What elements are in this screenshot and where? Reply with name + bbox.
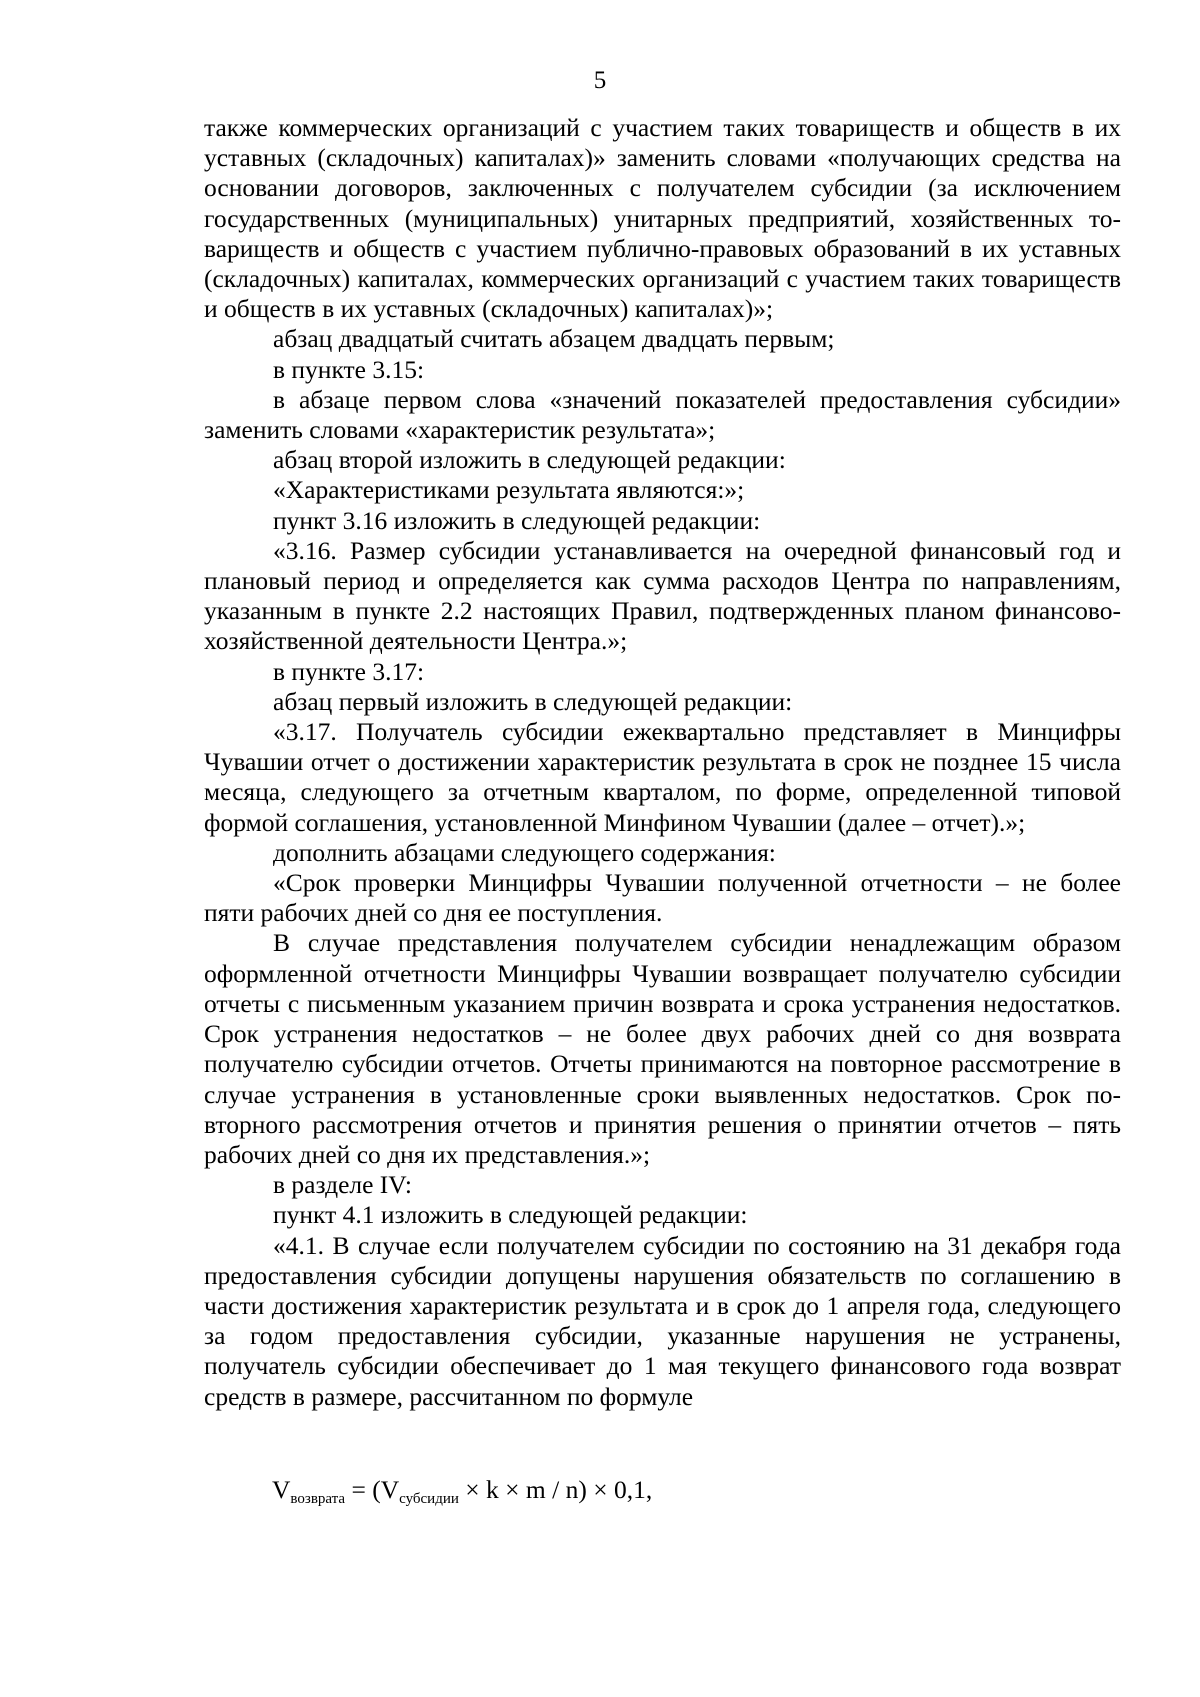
page-number: 5 — [593, 67, 607, 94]
paragraph: «Характеристиками результата являются:»; — [273, 475, 745, 505]
formula-text: = (V — [345, 1475, 400, 1504]
paragraph: В случае представления получателем субсидии ненадлежащим образом оформленной отчетности Минцифры Чувашии возвращает получателю субсидии отчеты с письменным указанием причин возврата и срока устранения недостатков. Срок устранения недостатков – не более двух рабочих дней со дня возврата получателю субсидии отчетов. Отчеты принимаются на повторное рассмотрение в случае устранения в установленные сроки выявленных недостатков. Срок повторного рассмотрения отчетов и принятия решения о принятии отчетов – пять рабочих дней со дня их представления.»; — [204, 928, 1121, 1169]
paragraph: также коммерческих организаций с участием таких товариществ и обществ в их уставных (складочных) капиталах)» заменить словами «получающих средства на основании договоров, заключенных с получателем субсидии (за исключением государственных (муниципальных) унитарных предприятий, хозяйственных товариществ и обществ с участием публично-правовых образований в их уставных (складочных) капиталах, коммерческих организаций с участием таких товариществ и обществ в их уставных (складочных) капиталах)»; — [204, 113, 1121, 324]
formula-subscript: субсидии — [399, 1491, 459, 1507]
formula-text: × k × m / n) × 0,1, — [458, 1475, 653, 1504]
paragraph: в абзаце первом слова «значений показателей предоставления субсидии» заменить словами «характеристик результата»; — [204, 384, 1121, 445]
paragraph: «Срок проверки Минцифры Чувашии полученной отчетности – не более пяти рабочих дней со дня ее поступления. — [204, 868, 1121, 928]
paragraph: абзац второй изложить в следующей редакции: — [273, 445, 786, 475]
paragraph: абзац двадцатый считать абзацем двадцать первым; — [273, 324, 835, 354]
paragraph: пункт 4.1 изложить в следующей редакции: — [273, 1200, 748, 1230]
formula-subscript: возврата — [290, 1491, 346, 1507]
paragraph: «3.17. Получатель субсидии ежеквартально представляет в Минцифры Чувашии отчет о достижении характеристик результата в срок не позднее 15 числа месяца, следующего за отчетным кварталом, по форме, определенной типовой формой соглашения, установленной Минфином Чувашии (далее – отчет).»; — [204, 717, 1121, 837]
return-formula — [272, 1474, 652, 1506]
paragraph: в разделе IV: — [273, 1170, 412, 1200]
paragraph: пункт 3.16 изложить в следующей редакции: — [273, 505, 761, 535]
paragraph: в пункте 3.17: — [273, 656, 425, 686]
paragraph: «4.1. В случае если получателем субсидии по состоянию на 31 декабря года предоставления субсидии допущены нарушения обязательств по соглашению в части достижения характеристик результата и в срок до 1 апреля года, следующего за годом предоставления субсидии, указанные нарушения не устранены, получатель субсидии обеспечивает до 1 мая текущего финансового года возврат средств в размере, рассчитанном по формуле — [204, 1230, 1121, 1411]
paragraph: в пункте 3.15: — [273, 354, 425, 384]
paragraph: «3.16. Размер субсидии устанавливается на очередной финансовый год и плановый период и определяется как сумма расходов Центра по направлениям, указанным в пункте 2.2 настоящих Правил, подтвержденных планом финансово-хозяйственной деятельности Центра.»; — [204, 535, 1121, 656]
document-body — [204, 113, 1121, 1412]
paragraph: дополнить абзацами следующего содержания: — [273, 837, 776, 867]
paragraph: абзац первый изложить в следующей редакции: — [273, 686, 793, 716]
formula-symbol: V — [272, 1475, 291, 1504]
